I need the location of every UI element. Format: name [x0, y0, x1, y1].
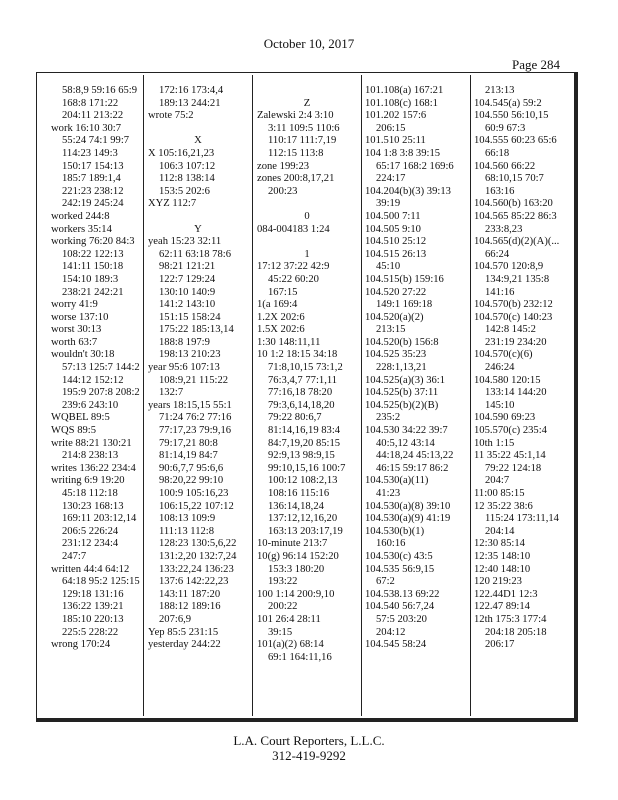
- index-reference-line: 106:15,22 107:12: [159, 500, 234, 512]
- index-entry: 120 219:23: [474, 576, 522, 588]
- index-reference-line: 98:20,22 99:10: [159, 475, 224, 487]
- blank-line: [148, 211, 248, 224]
- index-reference-line: 246:24: [485, 362, 515, 374]
- index-entry: 104.530(a)(11): [365, 475, 429, 487]
- index-reference-line: 185:7 189:1,4: [62, 173, 121, 185]
- index-reference-line: 55:24 74:1 99:7: [62, 135, 130, 147]
- index-reference-line: 41:23: [376, 488, 401, 499]
- index-entry: 10-minute 213:7: [257, 538, 328, 550]
- index-entry: zones 200:8,17,21: [257, 173, 335, 185]
- index-reference-line: 71:24 76:2 77:16: [159, 412, 232, 424]
- index-entry: 104.530(c) 43:5: [365, 550, 433, 562]
- index-reference-line: 142:8 145:2: [485, 324, 536, 336]
- index-reference-line: 122:7 129:24: [159, 273, 216, 285]
- index-entry: 122.47 89:14: [474, 601, 530, 613]
- index-entry: yeah 15:23 32:11: [148, 236, 222, 248]
- index-reference-line: 189:13 244:21: [159, 97, 221, 109]
- index-reference-line: 57:13 125:7 144:2: [62, 362, 140, 374]
- index-entry: writing 6:9 19:20: [51, 475, 125, 487]
- index-reference-line: 247:7: [62, 550, 87, 562]
- index-entry: 100 1:14 200:9,10: [257, 588, 335, 600]
- index-entry: 12:40 148:10: [474, 563, 531, 575]
- index-reference-line: 79:22 80:6,7: [268, 412, 322, 424]
- blank-line: [257, 198, 357, 211]
- index-entry: 104.555 60:23 65:6: [474, 135, 557, 147]
- index-reference-line: 133:22,24 136:23: [159, 563, 234, 575]
- index-reference-line: 66:18: [485, 147, 510, 159]
- index-entry: 104.515(b) 159:16: [365, 273, 444, 285]
- index-reference-line: 71:8,10,15 73:1,2: [268, 362, 343, 374]
- index-entry: worst 30:13: [51, 324, 102, 336]
- index-reference-line: 163:13 203:17,19: [268, 525, 343, 537]
- header-date: October 10, 2017: [263, 36, 355, 51]
- index-entry: 12th 175:3 177:4: [474, 613, 547, 625]
- index-reference-line: 231:12 234:4: [62, 538, 119, 550]
- index-entry: 104.520(b) 156:8: [365, 336, 439, 348]
- index-reference-line: 112:8 138:14: [159, 173, 215, 185]
- index-reference-line: 99:10,15,16 100:7: [268, 462, 346, 474]
- index-entry: 084-004183 1:24: [257, 223, 330, 235]
- index-entry: 104 1:8 3:8 39:15: [365, 147, 441, 159]
- index-entry: 17:12 37:22 42:9: [257, 261, 330, 273]
- index-reference-line: 45:10: [376, 261, 401, 273]
- index-reference-line: 154:10 189:3: [62, 273, 119, 285]
- index-reference-line: 132:7: [159, 387, 184, 399]
- index-reference-line: 108:9,21 115:22: [159, 374, 229, 386]
- index-reference-line: 108:22 122:13: [62, 248, 124, 260]
- index-reference-line: 204:14: [485, 525, 515, 537]
- column-divider: [143, 75, 144, 716]
- column-divider: [470, 75, 471, 716]
- index-entry: 11 35:22 45:1,14: [474, 450, 546, 462]
- index-reference-line: 151:15 158:24: [159, 311, 221, 323]
- index-reference-line: 79:3,6,14,18,20: [268, 399, 335, 411]
- index-reference-line: 238:21 242:21: [62, 286, 124, 298]
- index-reference-line: 3:11 109:5 110:6: [268, 122, 340, 134]
- index-entry: 104.545(a) 59:2: [474, 97, 542, 109]
- index-entry: wrong 170:24: [51, 639, 111, 651]
- index-entry: 104.500 7:11: [365, 210, 421, 222]
- index-reference-line: 66:24: [485, 248, 510, 260]
- index-reference-line: 81:14,16,19 83:4: [268, 425, 341, 437]
- index-reference-line: 79:22 124:18: [485, 462, 542, 474]
- index-entry: 101.108(c) 168:1: [365, 97, 438, 109]
- index-column-3: [257, 85, 357, 664]
- index-reference-line: 98:21 121:21: [159, 261, 216, 273]
- index-reference-line: 204:11 213:22: [62, 110, 124, 122]
- index-reference-line: 131:2,20 132:7,24: [159, 550, 237, 562]
- index-reference-line: 141:2 143:10: [159, 299, 216, 311]
- index-reference-line: 153:3 180:20: [268, 563, 325, 575]
- index-reference-line: 188:8 197:9: [159, 336, 210, 348]
- index-column-1: [51, 85, 140, 652]
- index-reference-line: 206:15: [376, 122, 406, 134]
- index-reference-line: 108:13 109:9: [159, 513, 216, 525]
- index-reference-line: 195:9 207:8 208:2: [62, 387, 140, 399]
- index-entry: years 18:15,15 55:1: [148, 399, 232, 411]
- index-reference-line: 141:16: [485, 286, 515, 298]
- index-reference-line: 221:23 238:12: [62, 185, 124, 197]
- index-reference-line: 204:18 205:18: [485, 626, 547, 638]
- index-entry: yesterday 244:22: [148, 639, 221, 651]
- index-reference-line: 128:23 130:5,6,22: [159, 538, 237, 550]
- blank-line: [257, 236, 357, 249]
- index-reference-line: 58:8,9 59:16 65:9: [62, 85, 138, 96]
- index-reference-line: 233:8,23: [485, 223, 523, 235]
- section-letter: X: [194, 135, 202, 147]
- index-entry: X 105:16,21,23: [148, 147, 215, 159]
- index-entry: 104.520 27:22: [365, 286, 427, 298]
- index-reference-line: 106:3 107:12: [159, 160, 216, 172]
- index-entry: 104.565(d)(2)(A)(...: [474, 236, 560, 248]
- index-reference-line: 69:1 164:11,16: [268, 651, 332, 663]
- index-reference-line: 39:19: [376, 198, 401, 210]
- index-entry: 104.540 56:7,24: [365, 601, 435, 613]
- index-reference-line: 239:6 243:10: [62, 399, 119, 411]
- index-reference-line: 214:8 238:13: [62, 450, 119, 462]
- index-entry: 104.530(a)(8) 39:10: [365, 500, 451, 512]
- index-reference-line: 77:16,18 78:20: [268, 387, 333, 399]
- index-reference-line: 110:17 111:7,19: [268, 135, 337, 147]
- index-reference-line: 193:22: [268, 576, 298, 588]
- index-entry: 104.550 56:10,15: [474, 110, 549, 122]
- index-entry: worse 137:10: [51, 311, 109, 323]
- index-entry: working 76:20 84:3: [51, 236, 135, 248]
- index-reference-line: 45:22 60:20: [268, 273, 319, 285]
- index-reference-line: 200:23: [268, 185, 298, 197]
- index-reference-line: 136:22 139:21: [62, 601, 124, 613]
- index-reference-line: 188:12 189:16: [159, 601, 221, 613]
- index-reference-line: 141:11 150:18: [62, 261, 124, 273]
- index-entry: 104.560(b) 163:20: [474, 198, 553, 210]
- index-reference-line: 149:1 169:18: [376, 299, 433, 311]
- index-entry: 1(a 169:4: [257, 299, 298, 311]
- index-entry: writes 136:22 234:4: [51, 462, 136, 474]
- index-entry: 104.525 35:23: [365, 349, 427, 361]
- index-entry: 104.560 66:22: [474, 160, 536, 172]
- index-reference-line: 62:11 63:18 78:6: [159, 248, 231, 260]
- index-reference-line: 46:15 59:17 86:2: [376, 462, 449, 474]
- index-reference-line: 134:9,21 135:8: [485, 273, 550, 285]
- column-divider: [361, 75, 362, 716]
- index-entry: 1:30 148:11,11: [257, 336, 321, 348]
- index-entry: zone 199:23: [257, 160, 310, 172]
- section-letter: Z: [303, 97, 311, 109]
- index-entry: wouldn't 30:18: [51, 349, 115, 361]
- index-entry: 104.580 120:15: [474, 374, 541, 386]
- index-entry: 104.570(b) 232:12: [474, 299, 553, 311]
- index-reference-line: 145:10: [485, 399, 515, 411]
- index-reference-line: 172:16 173:4,4: [159, 85, 224, 96]
- index-reference-line: 111:13 112:8: [159, 525, 215, 537]
- index-reference-line: 206:17: [485, 639, 515, 651]
- index-reference-line: 150:17 154:13: [62, 160, 124, 172]
- index-reference-line: 204:7: [485, 475, 510, 487]
- index-entry: written 44:4 64:12: [51, 563, 130, 575]
- index-entry: 1.2X 202:6: [257, 311, 305, 323]
- index-reference-line: 65:17 168:2 169:6: [376, 160, 454, 172]
- index-entry: 12 35:22 38:6: [474, 500, 533, 512]
- index-reference-line: 100:9 105:16,23: [159, 488, 229, 499]
- index-entry: 104.570(c) 140:23: [474, 311, 553, 323]
- index-reference-line: 136:14,18,24: [268, 500, 324, 512]
- index-entry: 105.570(c) 235:4: [474, 425, 547, 437]
- index-reference-line: 206:5 226:24: [62, 525, 119, 537]
- index-reference-line: 143:11 187:20: [159, 588, 221, 600]
- index-entry: 104.538.13 69:22: [365, 588, 440, 600]
- index-entry: year 95:6 107:13: [148, 362, 220, 374]
- index-reference-line: 231:19 234:20: [485, 336, 547, 348]
- index-entry: 122.44D1 12:3: [474, 588, 538, 600]
- index-entry: 104.590 69:23: [474, 412, 536, 424]
- index-entry: WQBEL 89:5: [51, 412, 110, 424]
- index-reference-line: 130:10 140:9: [159, 286, 216, 298]
- index-entry: 10(g) 96:14 152:20: [257, 550, 339, 562]
- index-reference-line: 115:24 173:11,14: [485, 513, 559, 525]
- index-reference-line: 92:9,13 98:9,15: [268, 450, 335, 462]
- section-letter: Y: [194, 223, 202, 235]
- index-entry: 104.570 120:8,9: [474, 261, 544, 273]
- index-reference-line: 213:15: [376, 324, 406, 336]
- index-entry: 104.525(b)(2)(B): [365, 399, 439, 411]
- index-reference-line: 45:18 112:18: [62, 488, 118, 499]
- index-entry: Zalewski 2:4 3:10: [257, 110, 334, 122]
- index-reference-line: 133:14 144:20: [485, 387, 547, 399]
- index-reference-line: 108:16 115:16: [268, 488, 330, 499]
- index-column-4: [365, 85, 454, 652]
- index-reference-line: 100:12 108:2,13: [268, 475, 338, 487]
- index-entry: 101 26:4 28:11: [257, 613, 321, 625]
- index-reference-line: 129:18 131:16: [62, 588, 124, 600]
- index-column-2: [148, 85, 248, 652]
- index-entry: 10 1:2 18:15 34:18: [257, 349, 338, 361]
- index-reference-line: 77:17,23 79:9,16: [159, 425, 232, 437]
- footer: [0, 733, 618, 763]
- index-entry: 12:35 148:10: [474, 550, 531, 562]
- index-entry: 104.525(b) 37:11: [365, 387, 439, 399]
- index-entry: 1.5X 202:6: [257, 324, 305, 336]
- index-entry: 101.510 25:11: [365, 135, 426, 147]
- index-reference-line: 114:23 149:3: [62, 147, 118, 159]
- index-entry: 104.530(b)(1): [365, 525, 425, 537]
- index-entry: XYZ 112:7: [148, 198, 197, 210]
- blank-line: [148, 123, 248, 136]
- index-entry: 104.505 9:10: [365, 223, 421, 235]
- index-reference-line: 39:15: [268, 626, 293, 638]
- index-reference-line: 81:14,19 84:7: [159, 450, 218, 462]
- index-reference-line: 44:18,24 45:13,22: [376, 450, 454, 462]
- index-entry: 104.204(b)(3) 39:13: [365, 185, 451, 197]
- index-reference-line: 167:15: [268, 286, 298, 298]
- index-reference-line: 40:5,12 43:14: [376, 437, 435, 449]
- index-entry: work 16:10 30:7: [51, 122, 122, 134]
- index-reference-line: 68:10,15 70:7: [485, 173, 544, 185]
- index-entry: 104.530(a)(9) 41:19: [365, 513, 451, 525]
- index-reference-line: 57:5 203:20: [376, 613, 427, 625]
- index-reference-line: 84:7,19,20 85:15: [268, 437, 341, 449]
- index-entry: wrote 75:2: [148, 110, 194, 122]
- index-entry: 104.535 56:9,15: [365, 563, 435, 575]
- index-reference-line: 200:22: [268, 601, 298, 613]
- index-entry: write 88:21 130:21: [51, 437, 132, 449]
- index-reference-line: 67:2: [376, 576, 395, 588]
- index-reference-line: 228:1,13,21: [376, 362, 427, 374]
- index-reference-line: 225:5 228:22: [62, 626, 119, 638]
- index-entry: 10th 1:15: [474, 437, 515, 449]
- index-reference-line: 144:12 152:12: [62, 374, 124, 386]
- index-reference-line: 137:6 142:22,23: [159, 576, 229, 588]
- index-entry: 101.202 157:6: [365, 110, 427, 122]
- index-entry: 104.515 26:13: [365, 248, 427, 260]
- index-reference-line: 60:9 67:3: [485, 122, 526, 134]
- index-entry: Yep 85:5 231:15: [148, 626, 219, 638]
- index-frame: [36, 72, 578, 722]
- index-entry: 104.510 25:12: [365, 236, 427, 248]
- index-reference-line: 169:11 203:12,14: [62, 513, 137, 525]
- index-reference-line: 204:12: [376, 626, 406, 638]
- index-reference-line: 130:23 168:13: [62, 500, 124, 512]
- index-entry: worry 41:9: [51, 299, 98, 311]
- blank-line: [257, 85, 357, 98]
- index-reference-line: 185:10 220:13: [62, 613, 124, 625]
- index-reference-line: 163:16: [485, 185, 515, 197]
- index-reference-line: 160:16: [376, 538, 406, 550]
- index-reference-line: 64:18 95:2 125:15: [62, 576, 140, 588]
- index-reference-line: 224:17: [376, 173, 406, 185]
- index-entry: WQS 89:5: [51, 425, 97, 437]
- index-reference-line: 76:3,4,7 77:1,11: [268, 374, 338, 386]
- index-entry: 11:00 85:15: [474, 488, 525, 499]
- index-reference-line: 79:17,21 80:8: [159, 437, 218, 449]
- index-reference-line: 112:15 113:8: [268, 147, 324, 159]
- index-column-5: [474, 85, 559, 652]
- index-entry: 104.545 58:24: [365, 639, 427, 651]
- index-reference-line: 175:22 185:13,14: [159, 324, 234, 336]
- column-divider: [252, 75, 253, 716]
- index-reference-line: 242:19 245:24: [62, 198, 124, 210]
- page-number: Page 284: [511, 57, 560, 72]
- footer-phone: 312-419-9292: [272, 748, 346, 763]
- index-reference-line: 153:5 202:6: [159, 185, 210, 197]
- index-entry: 101(a)(2) 68:14: [257, 639, 324, 651]
- index-entry: 104.520(a)(2): [365, 311, 424, 323]
- footer-company: L.A. Court Reporters, L.L.C.: [233, 733, 385, 748]
- section-letter: 0: [304, 210, 310, 222]
- index-reference-line: 198:13 210:23: [159, 349, 221, 361]
- index-entry: 104.530 34:22 39:7: [365, 425, 448, 437]
- index-entry: workers 35:14: [51, 223, 112, 235]
- section-letter: 1: [304, 248, 310, 260]
- index-entry: worked 244:8: [51, 210, 110, 222]
- index-entry: 104.565 85:22 86:3: [474, 210, 557, 222]
- index-reference-line: 207:6,9: [159, 613, 192, 625]
- index-entry: worth 63:7: [51, 336, 98, 348]
- index-reference-line: 90:6,7,7 95:6,6: [159, 462, 224, 474]
- index-entry: 104.570(c)(6): [474, 349, 533, 361]
- index-reference-line: 235:2: [376, 412, 401, 424]
- index-entry: 101.108(a) 167:21: [365, 85, 444, 96]
- index-reference-line: 213:13: [485, 85, 515, 96]
- index-entry: 12:30 85:14: [474, 538, 525, 550]
- index-reference-line: 137:12,12,16,20: [268, 513, 338, 525]
- index-entry: 104.525(a)(3) 36:1: [365, 374, 446, 386]
- index-reference-line: 168:8 171:22: [62, 97, 119, 109]
